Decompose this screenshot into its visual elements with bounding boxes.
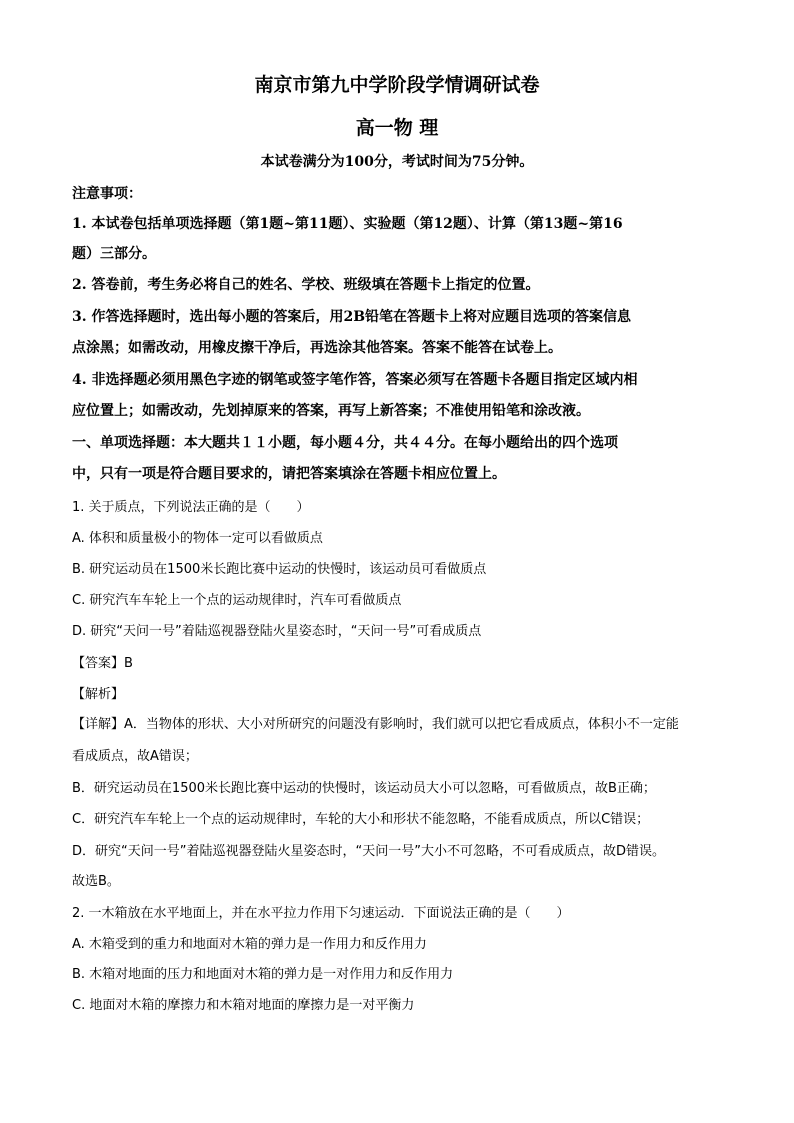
instruction-2-line-1: 2. 答卷前，考生务必将自己的姓名、学校、班级填在答题卡上指定的位置。 bbox=[72, 277, 540, 293]
instruction-3-line-1: 3. 作答选择题时，选出每小题的答案后，用2B铅笔在答题卡上将对应题目选项的答案信息 bbox=[72, 309, 632, 325]
question-1-option-b: B. 研究运动员在1500米长跑比赛中运动的快慢时，该运动员可看做质点 bbox=[72, 562, 487, 577]
question-2-option-b: B. 木箱对地面的压力和地面对木箱的弹力是一对作用力和反作用力 bbox=[72, 967, 454, 982]
question-1-stem: 1. 关于质点，下列说法正确的是（ ） bbox=[72, 500, 310, 515]
question-1-option-c: C. 研究汽车车轮上一个点的运动规律时，汽车可看做质点 bbox=[72, 593, 402, 608]
question-1-option-d: D. 研究“天问一号”着陆巡视器登陆火星姿态时，“天问一号”可看成质点 bbox=[72, 624, 482, 639]
instruction-3-line-2: 点涂黑；如需改动，用橡皮擦干净后，再选涂其他答案。答案不能答在试卷上。 bbox=[72, 340, 562, 356]
answer-tag: 【答案】 bbox=[72, 656, 125, 671]
question-2-option-a: A. 木箱受到的重力和地面对木箱的弹力是一作用力和反作用力 bbox=[72, 937, 427, 952]
question-1-detail-line-1 bbox=[72, 713, 732, 732]
detail-tag: 【详解】 bbox=[72, 717, 125, 732]
question-1-conclusion: 故选B。 bbox=[72, 874, 120, 889]
section-heading-line-1: 一、单项选择题：本大题共１１小题，每小题４分，共４４分。在每小题给出的四个选项 bbox=[72, 435, 618, 451]
exam-title: 南京市第九中学阶段学情调研试卷 bbox=[254, 74, 540, 96]
question-1-option-a: A. 体积和质量极小的物体一定可以看做质点 bbox=[72, 531, 323, 546]
question-1-detail-line-2: 看成质点，故A错误； bbox=[72, 749, 198, 764]
question-1-detail-line-3: B．研究运动员在1500米长跑比赛中运动的快慢时，该运动员大小可以忽略，可看做质点，故B正确； bbox=[72, 781, 656, 796]
exam-info: 本试卷满分为100分，考试时间为75分钟。 bbox=[260, 154, 534, 170]
instructions-heading: 注意事项： bbox=[72, 186, 142, 202]
instruction-4-line-2: 应位置上；如需改动，先划掉原来的答案，再写上新答案；不准使用铅笔和涂改液。 bbox=[72, 403, 590, 419]
instruction-1-line-2: 题）三部分。 bbox=[72, 246, 156, 262]
instruction-1-line-1: 1. 本试卷包括单项选择题（第1题~第11题）、实验题（第12题）、计算（第13题~第16 bbox=[72, 216, 623, 232]
question-1-answer bbox=[72, 652, 732, 671]
question-1-detail-line-4: C．研究汽车车轮上一个点的运动规律时，车轮的大小和形状不能忽略，不能看成质点，所以C错误； bbox=[72, 812, 650, 827]
section-heading-line-2: 中，只有一项是符合题目要求的，请把答案填涂在答题卡相应位置上。 bbox=[72, 466, 506, 482]
question-2-option-c: C. 地面对木箱的摩擦力和木箱对地面的摩擦力是一对平衡力 bbox=[72, 998, 415, 1013]
question-1-detail-line-5: D．研究“天问一号”着陆巡视器登陆火星姿态时，“天问一号”大小不可忽略，不可看成质点，故D错误。 bbox=[72, 844, 665, 859]
question-2-stem: 2. 一木箱放在水平地面上，并在水平拉力作用下匀速运动．下面说法正确的是（ ） bbox=[72, 906, 570, 921]
exam-subject: 高一物 理 bbox=[355, 117, 439, 139]
instruction-4-line-1: 4. 非选择题必须用黑色字迹的钢笔或签字笔作答，答案必须写在答题卡各题目指定区域内相 bbox=[72, 372, 638, 388]
detail-text-1: A．当物体的形状、大小对所研究的问题没有影响时，我们就可以把它看成质点，体积小不一定能 bbox=[124, 717, 679, 732]
question-1-analysis-tag: 【解析】 bbox=[72, 687, 125, 702]
answer-value: B bbox=[124, 656, 133, 671]
